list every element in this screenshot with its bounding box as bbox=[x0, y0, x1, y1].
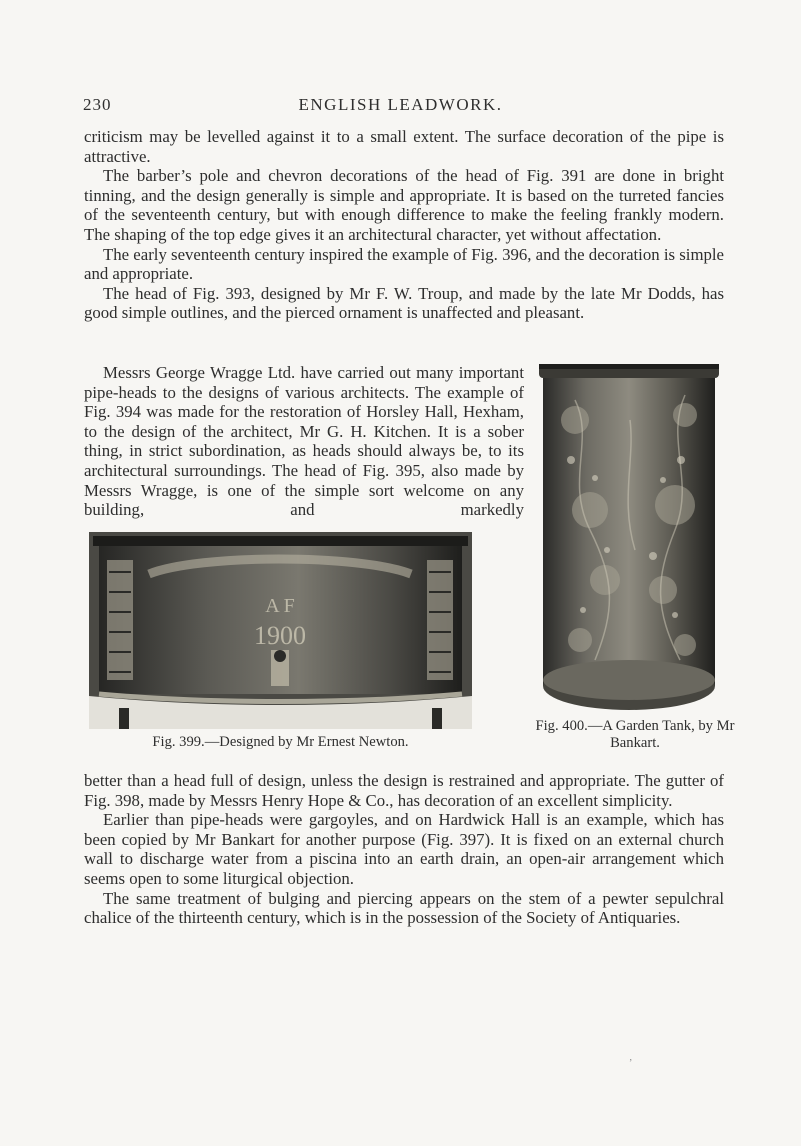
running-head: ENGLISH LEADWORK. bbox=[298, 95, 503, 114]
figure-caption: Fig. 399.—Designed by Mr Ernest Newton. bbox=[152, 734, 409, 750]
paragraph: The head of Fig. 393, designed by Mr F. W. Troup, and made by the late Mr Dodds, has good simple outlines, and the pierced ornament is unaffected and pleasant. bbox=[84, 283, 724, 323]
stray-mark: ’ bbox=[629, 1058, 633, 1069]
cistern-initials: A F bbox=[265, 595, 295, 617]
body-text-bottom bbox=[84, 771, 724, 928]
paragraph: The early seventeenth century inspired the example of Fig. 396, and the decoration is simple and appropriate. bbox=[84, 244, 724, 284]
figure-garden-tank bbox=[535, 360, 723, 716]
garden-tank-illustration bbox=[535, 360, 723, 716]
paragraph: The barber’s pole and chevron decorations of the head of Fig. 391 are done in bright tinning, and the design generally is simple and appropriate. It is based on the turreted fancies of the seventeenth century, but with enough difference to make the feeling frankly modern. The shaping of the top edge gives it an architectural character, yet without affectation. bbox=[84, 166, 724, 244]
paragraph: Messrs George Wragge Ltd. have carried out many important pipe-heads to the designs of various architects. The example of Fig. 394 was made for the restoration of Horsley Hall, Hexham, to the design of the architect, Mr G. H. Kitchen. It is a sober thing, in strict subordination, as heads should always be, to its architectural surroundings. The head of Fig. 395, also made by Messrs Wragge, is one of the simple sort welcome on any building, and markedly bbox=[84, 363, 524, 520]
paragraph: better than a head full of design, unless the design is restrained and appropriate. The gutter of Fig. 398, made by Messrs Henry Hope & Co., has decoration of an excellent simplicity. bbox=[84, 771, 724, 810]
paragraph: criticism may be levelled against it to a small extent. The surface decoration of the pipe is attractive. bbox=[84, 127, 724, 166]
page-number: 230 bbox=[83, 95, 112, 114]
figure-caption: Fig. 400.—A Garden Tank, by Mr Bankart. bbox=[535, 718, 735, 751]
paragraph: The same treatment of bulging and piercing appears on the stem of a pewter sepulchral chalice of the thirteenth century, which is in the possession of the Society of Antiquaries. bbox=[84, 888, 724, 928]
paragraph: Earlier than pipe-heads were gargoyles, and on Hardwick Hall is an example, which has been copied by Mr Bankart for another purpose (Fig. 397). It is fixed on an external church wall to discharge water from a piscina into an earth drain, an open-air arrangement which seems open to some liturgical objection. bbox=[84, 810, 724, 888]
cistern-date: 1900 bbox=[254, 621, 306, 650]
body-text-top bbox=[84, 127, 724, 323]
body-text-middle bbox=[84, 363, 524, 520]
figure-cistern bbox=[89, 532, 472, 729]
cistern-illustration bbox=[89, 532, 472, 729]
